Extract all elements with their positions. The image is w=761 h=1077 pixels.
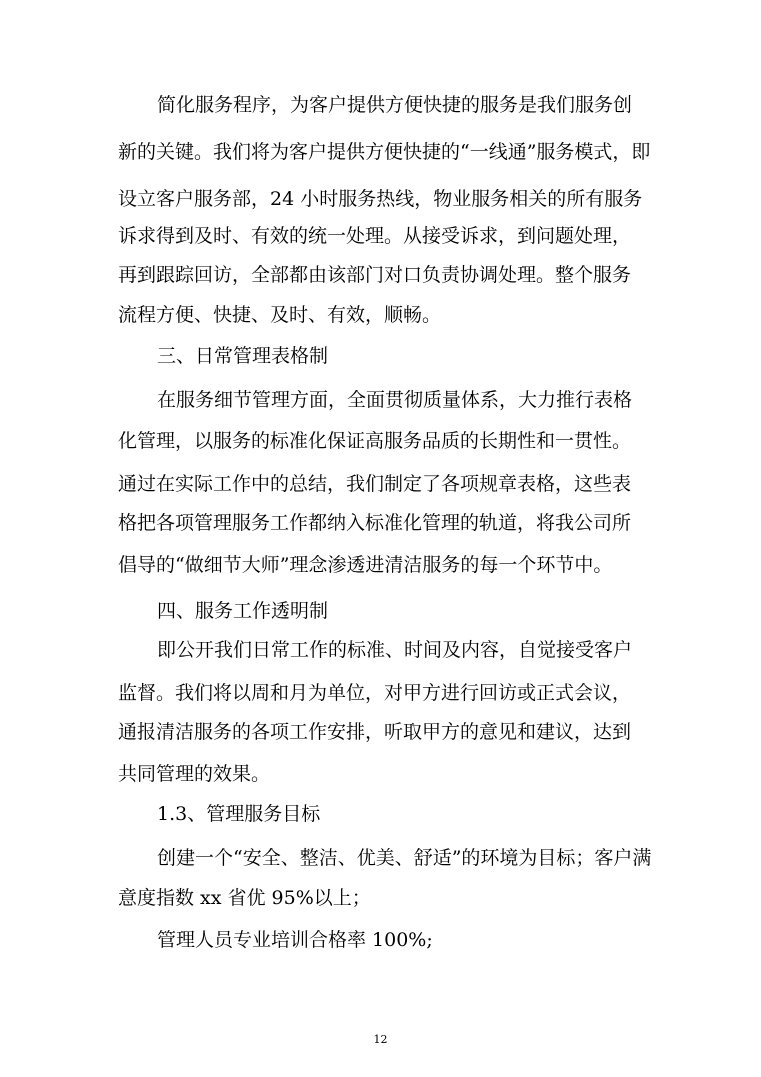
paragraph-line: 倡导的“做细节大师”理念渗透进清洁服务的每一个环节中。 [118,554,613,576]
paragraph-line: 通过在实际工作中的总结，我们制定了各项规章表格，这些表 [118,473,632,495]
paragraph-line: 意度指数 xx 省优 95%以上； [118,887,371,909]
paragraph-line: 格把各项管理服务工作都纳入标准化管理的轨道，将我公司所 [118,512,632,534]
paragraph-line: 流程方便、快捷、及时、有效，顺畅。 [118,304,442,326]
paragraph-line: 再到跟踪回访，全部都由该部门对口负责协调处理。整个服务 [118,264,632,286]
paragraph-line: 监督。我们将以周和月为单位，对甲方进行回访或正式会议， [118,682,632,704]
paragraph-line: 设立客户服务部，24 小时服务热线，物业服务相关的所有服务 [118,188,643,210]
paragraph-line: 通报清洁服务的各项工作安排，听取甲方的意见和建议，达到 [118,721,632,743]
section-heading: 三、日常管理表格制 [157,345,329,367]
paragraph-line: 即公开我们日常工作的标准、时间及内容，自觉接受客户 [157,639,633,661]
section-heading: 四、服务工作透明制 [157,600,329,622]
paragraph-line: 在服务细节管理方面，全面贯彻质量体系，大力推行表格 [157,389,633,411]
paragraph-line: 简化服务程序，为客户提供方便快捷的服务是我们服务创 [157,94,633,116]
paragraph-line: 共同管理的效果。 [118,763,271,785]
paragraph-line: 创建一个“安全、整洁、优美、舒适”的环境为目标；客户满 [157,847,652,869]
section-heading: 1.3、管理服务目标 [157,803,321,825]
paragraph-line: 管理人员专业培训合格率 100%; [157,929,433,951]
page-number: 12 [373,1033,388,1046]
paragraph-line: 新的关键。我们将为客户提供方便快捷的“一线通”服务模式，即 [118,141,651,163]
paragraph-line: 化管理，以服务的标准化保证高服务品质的长期性和一贯性。 [118,430,632,452]
paragraph-line: 诉求得到及时、有效的统一处理。从接受诉求，到问题处理， [118,225,632,247]
